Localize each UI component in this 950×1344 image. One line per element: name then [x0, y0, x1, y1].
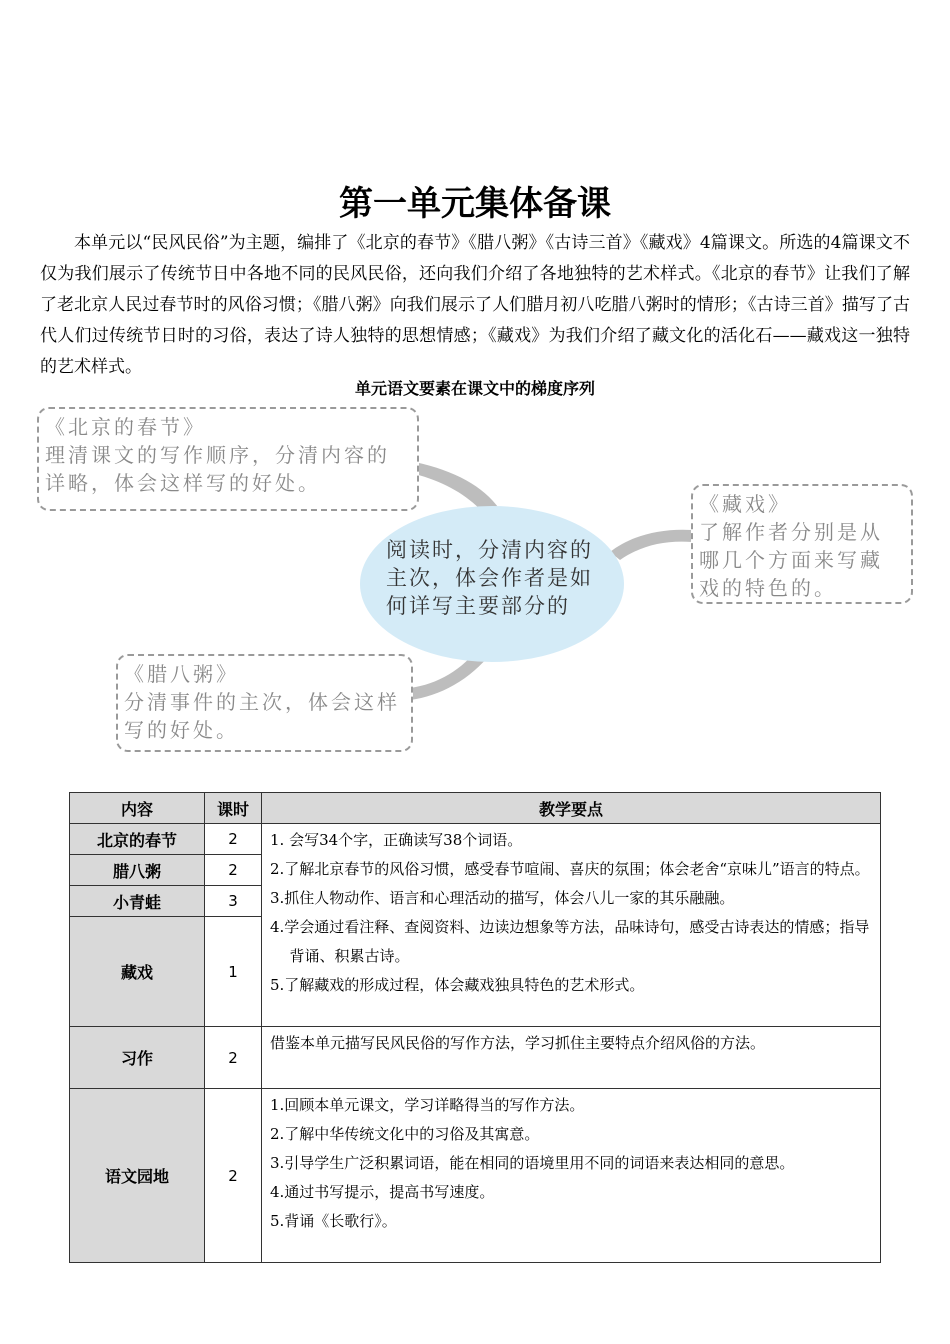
- row-content: 北京的春节: [70, 824, 205, 855]
- box-tibetan-opera-title: 《藏戏》: [699, 492, 791, 516]
- row-content: 小青蛙: [70, 886, 205, 917]
- row-hours: 2: [205, 855, 262, 886]
- lesson-point: 5.了解藏戏的形成过程，体会藏戏独具特色的艺术形式。: [270, 976, 645, 994]
- lesson-point: 1. 会写34个字，正确读写38个词语。: [270, 831, 523, 849]
- lesson-plan-table: [69, 792, 881, 1263]
- garden-point: 1.回顾本单元课文，学习详略得当的写作方法。: [270, 1096, 585, 1114]
- header-points: 教学要点: [262, 793, 881, 824]
- row-content: 藏戏: [70, 917, 205, 1027]
- row-content: 语文园地: [70, 1089, 205, 1263]
- garden-point: 3.引导学生广泛积累词语，能在相同的语境里用不同的词语来表达相同的意思。: [270, 1154, 795, 1172]
- lesson-point: 4.学会通过看注释、查阅资料、边读边想象等方法，品味诗句，感受古诗表达的情感；指导背诵、积累古诗。: [270, 918, 870, 965]
- box-laba-porridge: [116, 654, 413, 752]
- diagram-subtitle: 单元语文要素在课文中的梯度序列: [354, 379, 595, 398]
- row-content: 习作: [70, 1027, 205, 1089]
- row-content: 腊八粥: [70, 855, 205, 886]
- row-hours: 2: [205, 824, 262, 855]
- table-row: [70, 824, 881, 855]
- table-header-row: [70, 793, 881, 824]
- box-beijing-spring: [37, 407, 419, 511]
- garden-points-cell: [262, 1089, 881, 1263]
- table-row: [70, 1089, 881, 1263]
- row-hours: 3: [205, 886, 262, 917]
- connector-right: [610, 530, 692, 560]
- box-beijing-spring-text: 理清课文的写作顺序，分清内容的详略，体会这样写的好处。: [45, 443, 390, 495]
- header-content: 内容: [70, 793, 205, 824]
- row-hours: 2: [205, 1027, 262, 1089]
- box-beijing-spring-title: 《北京的春节》: [45, 415, 206, 439]
- box-laba-porridge-text: 分清事件的主次，体会这样写的好处。: [124, 690, 400, 742]
- lesson-point: 2.了解北京春节的风俗习惯，感受春节喧闹、喜庆的氛围；体会老舍“京味儿”语言的特点。: [270, 860, 870, 878]
- writing-point: 借鉴本单元描写民风民俗的写作方法，学习抓住主要特点介绍风俗的方法。: [270, 1034, 766, 1052]
- page-title: 第一单元集体备课: [339, 184, 611, 224]
- garden-point: 4.通过书写提示，提高书写速度。: [270, 1183, 495, 1201]
- lesson-point: 3.抓住人物动作、语言和心理活动的描写，体会八儿一家的其乐融融。: [270, 889, 735, 907]
- box-tibetan-opera-text: 了解作者分别是从哪几个方面来写藏戏的特色的。: [699, 520, 883, 600]
- garden-point: 5.背诵《长歌行》。: [270, 1212, 397, 1230]
- table-row: [70, 1027, 881, 1089]
- mind-map: [0, 400, 950, 770]
- row-hours: 1: [205, 917, 262, 1027]
- row-hours: 2: [205, 1089, 262, 1263]
- writing-point-cell: [262, 1027, 881, 1089]
- center-node: 阅读时，分清内容的主次，体会作者是如何详写主要部分的: [360, 506, 624, 662]
- header-hours: 课时: [205, 793, 262, 824]
- intro-paragraph: 本单元以“民风民俗”为主题，编排了《北京的春节》《腊八粥》《古诗三首》《藏戏》4篇课文。所选的4篇课文不仅为我们展示了传统节日中各地不同的民风民俗，还向我们介绍了各地独特的艺术样式。《北京的春节》让我们了解了老北京人民过春节时的风俗习惯；《腊八粥》向我们展示了人们腊月初八吃腊八粥时的情形；《古诗三首》描写了古代人们过传统节日时的习俗，表达了诗人独特的思想情感；《藏戏》为我们介绍了藏文化的活化石——藏戏这一独特的艺术样式。: [40, 233, 910, 377]
- lesson-points-cell: [262, 824, 881, 1027]
- box-tibetan-opera: [691, 484, 913, 604]
- box-laba-porridge-title: 《腊八粥》: [124, 662, 239, 686]
- garden-point: 2.了解中华传统文化中的习俗及其寓意。: [270, 1125, 540, 1143]
